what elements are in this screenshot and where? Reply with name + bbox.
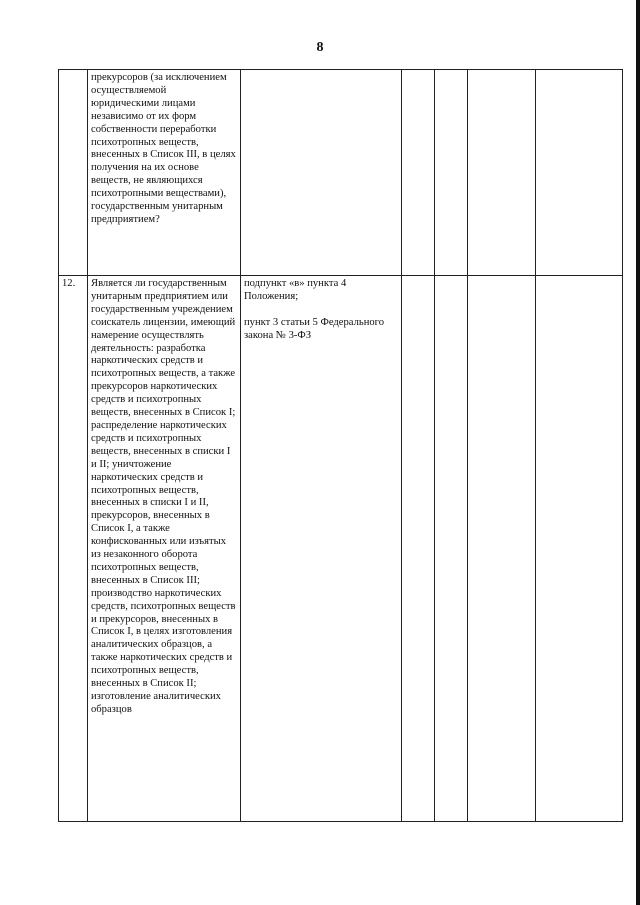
question-cell: Является ли государственным унитарным предприятием или государственным учреждением соискатель лицензии, имеющий намерение осуществлять деятельность: разработка наркотических средств и психотропных веществ, а также прекурсоров наркотических средств и психотропных веществ, внесенных в Список I; распределение наркотических средств и психотропных веществ, внесенных в списки I и II; уничтожение наркотических средств и психотропных веществ, внесенных в списки I и II, прекурсоров, внесенных в Список I, а также конфискованных или изъятых из незаконного оборота психотропных веществ, внесенных в Список III; производство наркотических средств, психотропных веществ и прекурсоров, внесенных в Список I, в целях изготовления аналитических образцов, а также наркотических средств и психотропных веществ, внесенных в Список II; изготовление аналитических образцов [88, 276, 241, 822]
answer-cell-yes [402, 70, 435, 276]
scan-edge [636, 0, 640, 905]
notes-cell [536, 276, 623, 822]
reference-cell [241, 276, 402, 822]
page-number: 8 [316, 40, 324, 55]
row-number-cell: 12. [59, 276, 88, 822]
reference-text: подпункт «в» пункта 4 Положения; [244, 278, 347, 302]
reference-spacer [244, 304, 398, 317]
answer-cell-na [468, 70, 536, 276]
reference-cell [241, 70, 402, 276]
notes-cell [536, 70, 623, 276]
table-row [59, 276, 623, 822]
answer-cell-na [468, 276, 536, 822]
answer-cell-yes [402, 276, 435, 822]
requirements-table [58, 69, 623, 822]
table-row [59, 70, 623, 276]
answer-cell-no [435, 276, 468, 822]
reference-text: пункт 3 статьи 5 Федерального закона № 3-ФЗ [244, 316, 385, 341]
row-number-cell [59, 70, 88, 276]
question-cell: прекурсоров (за исключением осуществляемой юридическими лицами независимо от их форм собственности переработки психотропных веществ, внесенных в Список III, в целях получения на их основе веществ, не являющихся психотропными веществами), государственным унитарным предприятием? [88, 70, 241, 276]
answer-cell-no [435, 70, 468, 276]
